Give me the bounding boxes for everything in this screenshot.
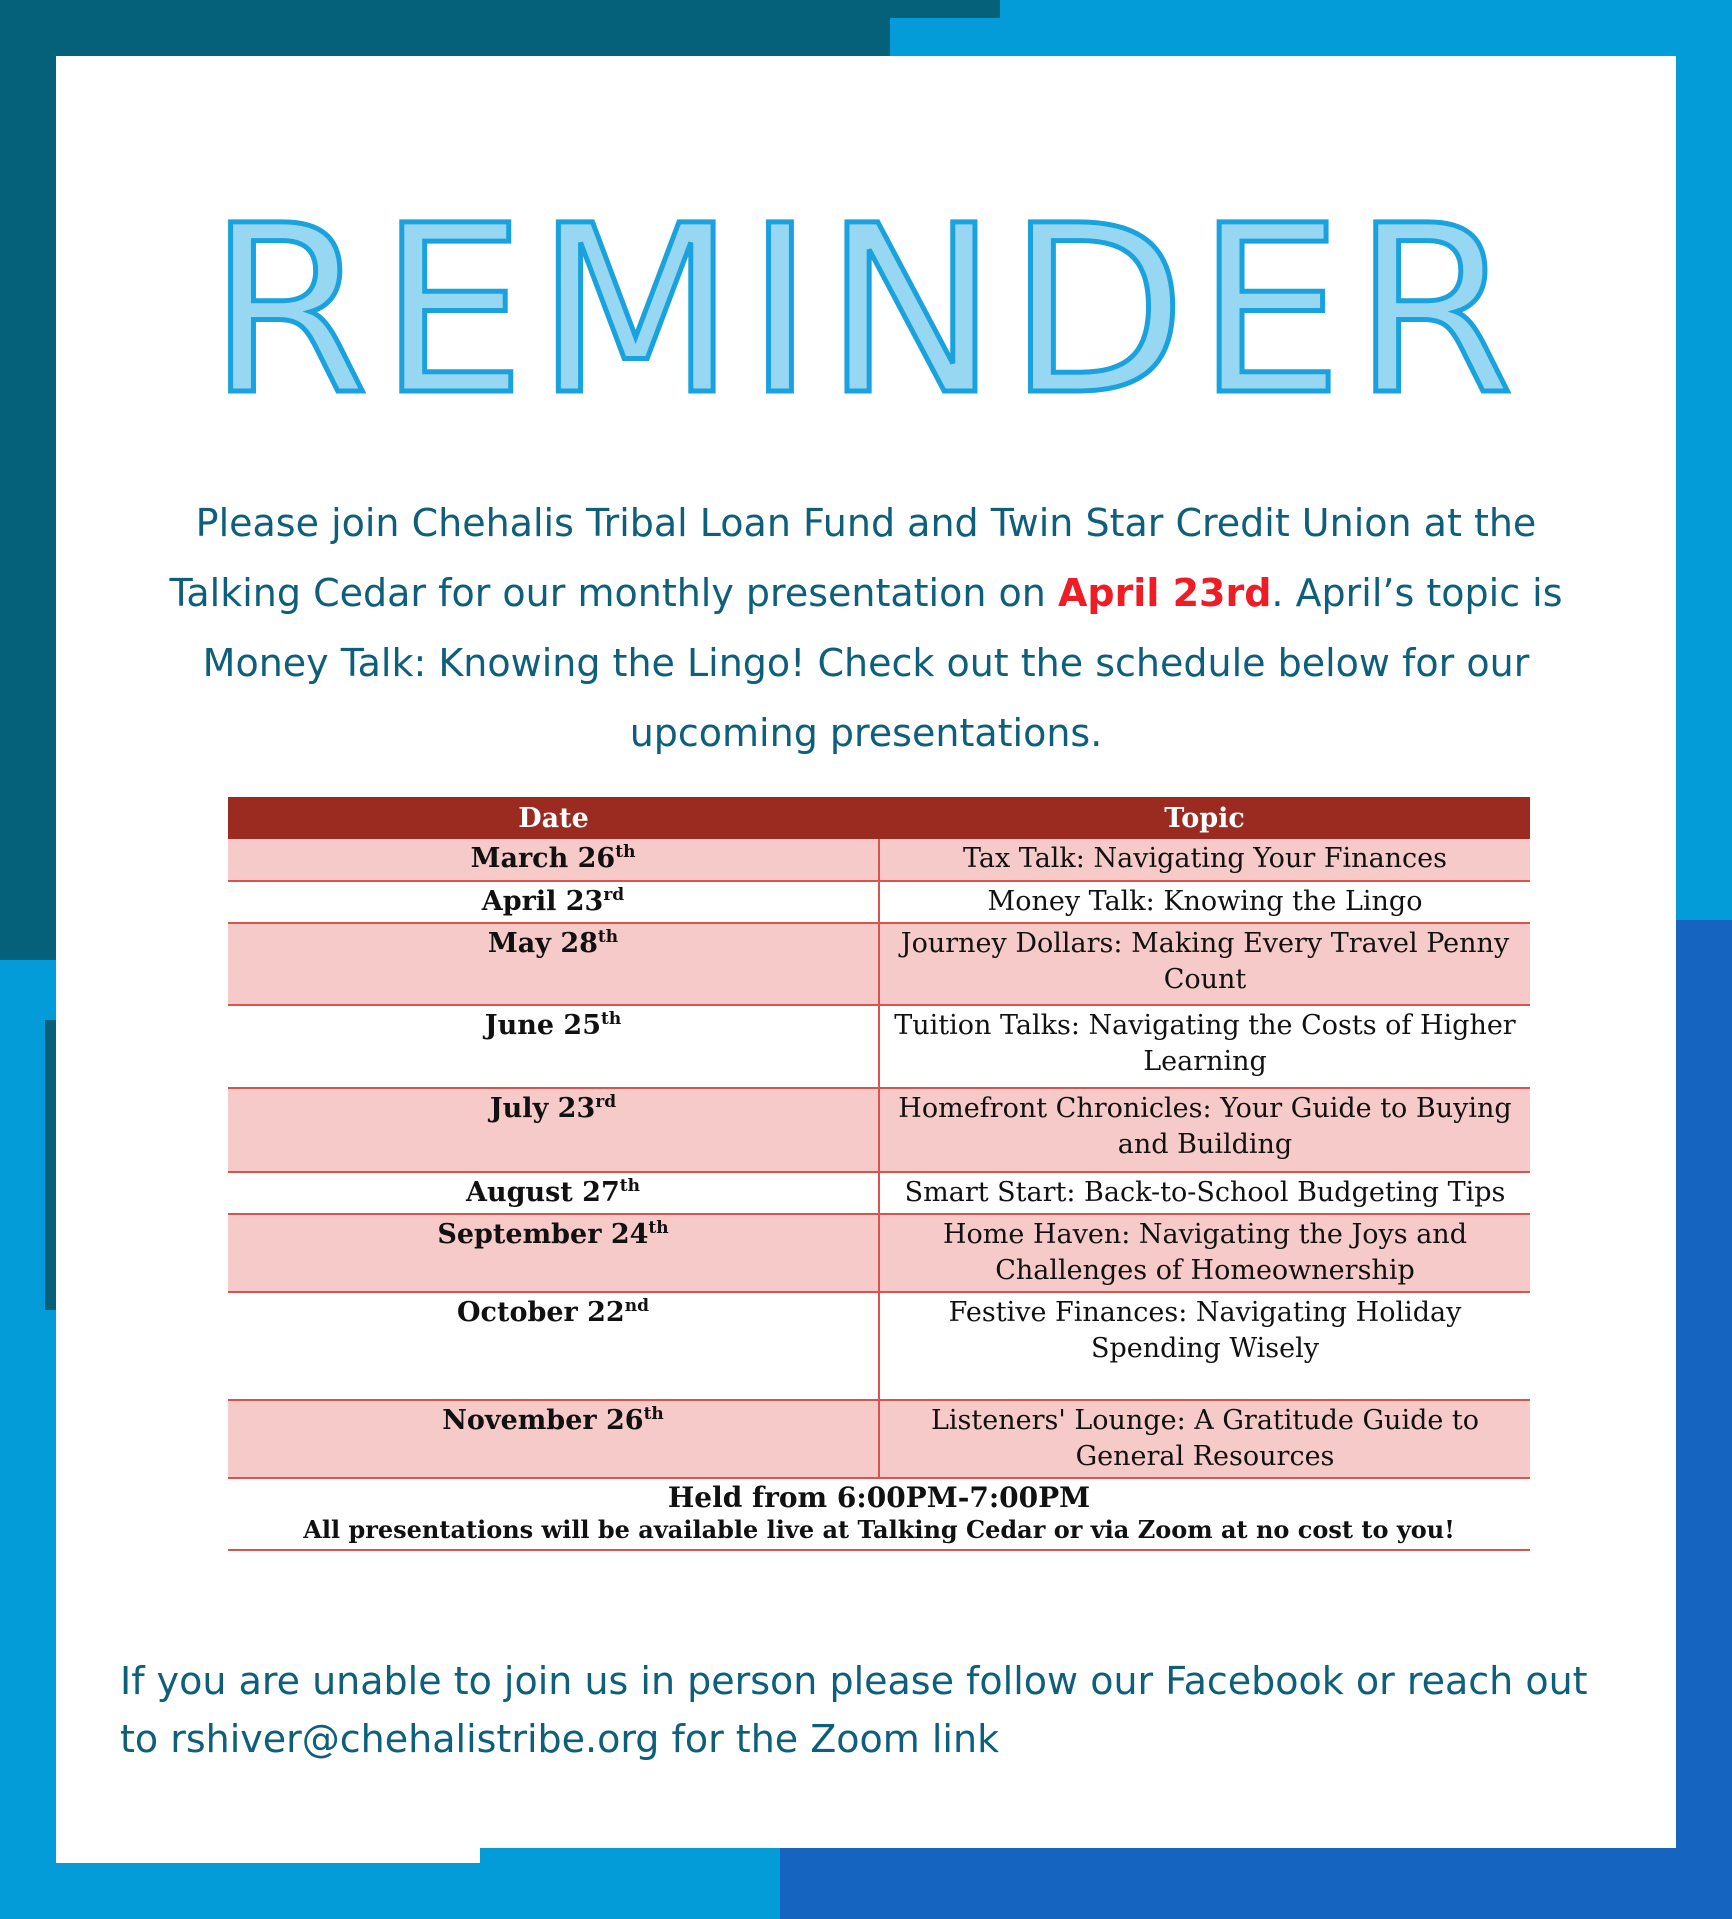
- date-suffix: th: [619, 1176, 640, 1196]
- row-topic: Smart Start: Back-to-School Budgeting Tips: [879, 1172, 1530, 1214]
- date-text: May 28: [487, 928, 598, 959]
- table-row: [228, 1088, 1530, 1172]
- schedule-header-row: [228, 797, 1530, 839]
- footer-note: All presentations will be available live at Talking Cedar or via Zoom at no cost to you!: [303, 1515, 1455, 1544]
- frame-block: [890, 18, 1732, 56]
- row-date: [228, 839, 879, 881]
- date-suffix: th: [615, 842, 636, 862]
- table-row: [228, 1172, 1530, 1214]
- table-row: [228, 1214, 1530, 1292]
- row-topic: Tuition Talks: Navigating the Costs of Higher Learning: [879, 1005, 1530, 1088]
- row-topic: Homefront Chronicles: Your Guide to Buying and Building: [879, 1088, 1530, 1172]
- row-date: [228, 881, 879, 923]
- date-text: November 26: [442, 1405, 644, 1436]
- table-row: [228, 881, 1530, 923]
- header-topic: Topic: [879, 797, 1530, 839]
- date-suffix: rd: [595, 1092, 617, 1112]
- date-suffix: th: [643, 1404, 664, 1424]
- intro-highlight-date: April 23rd: [1057, 571, 1272, 615]
- row-topic: Tax Talk: Navigating Your Finances: [879, 839, 1530, 881]
- frame-block: [0, 1863, 780, 1919]
- schedule-table: [228, 797, 1530, 1551]
- frame-block: [1676, 920, 1732, 1919]
- row-date: [228, 1400, 879, 1478]
- table-row: [228, 1292, 1530, 1400]
- date-text: October 22: [457, 1297, 625, 1328]
- row-date: [228, 1292, 879, 1400]
- table-row: [228, 1400, 1530, 1478]
- table-footer-row: [228, 1478, 1530, 1550]
- frame-block: [45, 1020, 56, 1310]
- header-date: Date: [228, 797, 879, 839]
- frame-block: [1676, 0, 1732, 920]
- row-date: [228, 923, 879, 1005]
- table-row: [228, 839, 1530, 881]
- date-suffix: th: [648, 1218, 669, 1238]
- row-topic: Journey Dollars: Making Every Travel Penny Count: [879, 923, 1530, 1005]
- row-date: [228, 1005, 879, 1088]
- table-row: [228, 1005, 1530, 1088]
- outro-paragraph: If you are unable to join us in person please follow our Facebook or reach out to rshiver@chehalistribe.org for the Zoom link: [120, 1659, 1588, 1761]
- date-suffix: rd: [603, 885, 625, 905]
- date-text: July 23: [489, 1093, 596, 1124]
- intro-text-after: . April’s topic is Money Talk: Knowing the Lingo! Check out the schedule below for our upcoming presentations.: [202, 571, 1563, 755]
- date-text: September 24: [437, 1219, 649, 1250]
- row-topic: Listeners' Lounge: A Gratitude Guide to General Resources: [879, 1400, 1530, 1478]
- date-suffix: nd: [624, 1296, 649, 1316]
- table-row: [228, 923, 1530, 1005]
- row-topic: Festive Finances: Navigating Holiday Spending Wisely: [879, 1292, 1530, 1400]
- frame-block: [780, 1848, 1732, 1863]
- row-date: [228, 1214, 879, 1292]
- page-title: REMINDER: [207, 176, 1525, 446]
- date-text: April 23: [481, 886, 604, 917]
- row-topic: Home Haven: Navigating the Joys and Challenges of Homeownership: [879, 1214, 1530, 1292]
- date-text: March 26: [470, 843, 616, 874]
- intro-text-before: Please join Chehalis Tribal Loan Fund and Twin Star Credit Union at the Talking Cedar for our monthly presentation on: [169, 501, 1537, 615]
- date-text: June 25: [484, 1010, 601, 1041]
- footer-time: Held from 6:00PM-7:00PM: [667, 1481, 1091, 1514]
- frame-block: [0, 0, 56, 1055]
- table-footer: [228, 1478, 1530, 1550]
- date-suffix: th: [597, 927, 619, 947]
- frame-block: [780, 1863, 1732, 1919]
- row-date: [228, 1172, 879, 1214]
- row-date: [228, 1088, 879, 1172]
- row-topic: Money Talk: Knowing the Lingo: [879, 881, 1530, 923]
- intro-paragraph: [150, 488, 1582, 768]
- date-suffix: th: [600, 1009, 622, 1029]
- date-text: August 27: [466, 1177, 620, 1208]
